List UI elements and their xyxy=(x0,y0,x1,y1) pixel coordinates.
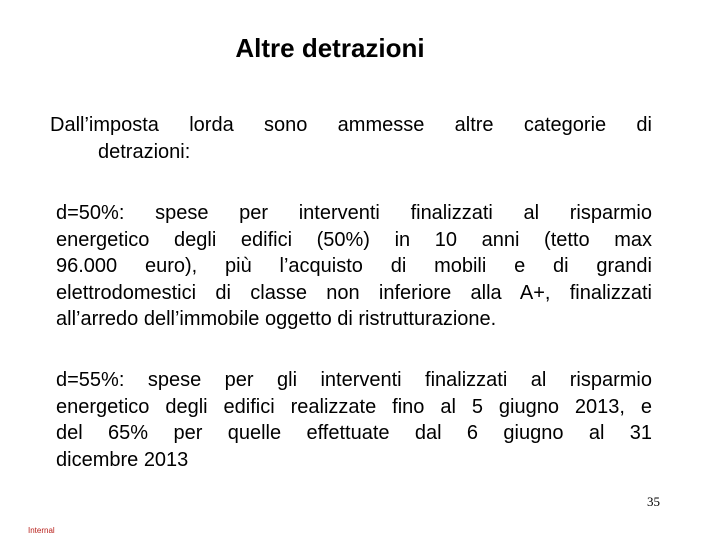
paragraph-line: elettrodomestici di classe non inferiore alla A+, finalizzati xyxy=(56,281,652,304)
paragraph-line: energetico degli edifici realizzate fino al 5 giugno 2013, e xyxy=(56,395,652,418)
paragraph-line: dicembre 2013 xyxy=(56,448,189,471)
paragraph-line: 96.000 euro), più l’acquisto di mobili e di grandi xyxy=(56,255,652,277)
page-number: 35 xyxy=(647,494,660,509)
paragraph-line: energetico degli edifici (50%) in 10 anni (tetto max xyxy=(56,228,652,251)
slide-title: Altre detrazioni xyxy=(235,33,425,63)
paragraph-50-percent xyxy=(56,200,652,333)
paragraph-line: all’arredo dell’immobile oggetto di ristrutturazione. xyxy=(56,308,497,330)
paragraph-line: d=50%: spese per interventi finalizzati al risparmio xyxy=(56,202,652,224)
classification-label: Internal xyxy=(28,526,55,535)
paragraph-line: d=55%: spese per gli interventi finalizzati al risparmio xyxy=(56,369,652,391)
intro-line: Dall’imposta lorda sono ammesse altre categorie di xyxy=(50,114,652,136)
paragraph-line: del 65% per quelle effettuate dal 6 giugno al 31 xyxy=(56,422,652,444)
paragraph-55-percent xyxy=(56,367,652,473)
intro-line: detrazioni: xyxy=(98,141,191,163)
intro-text xyxy=(50,112,652,166)
